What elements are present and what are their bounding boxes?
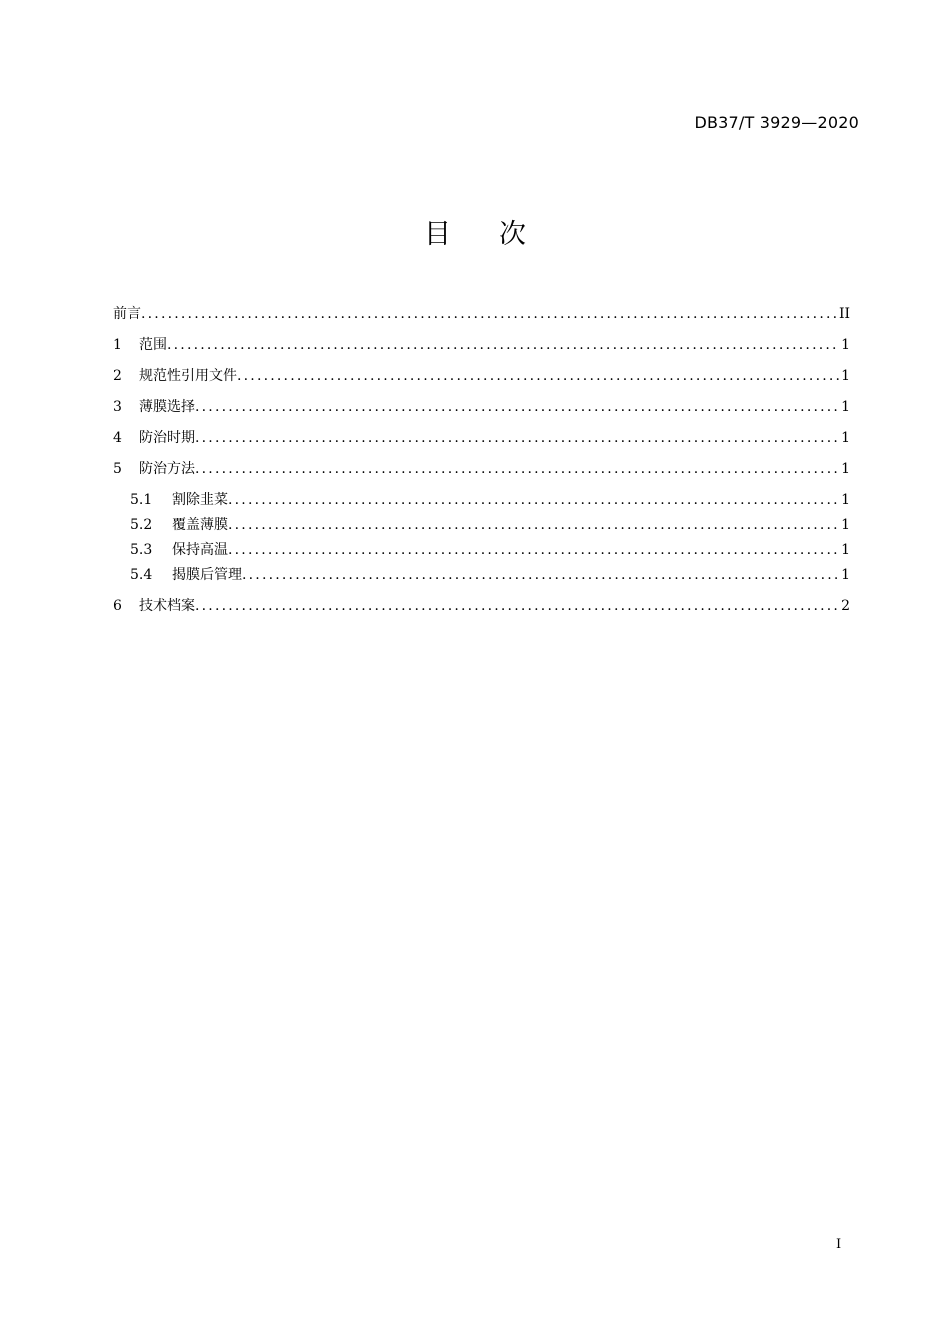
toc-leader-dots: [228, 492, 839, 508]
toc-entry-number: 5: [113, 461, 122, 477]
toc-entry-1[interactable]: [113, 334, 850, 354]
toc-entry-5-2[interactable]: [113, 514, 850, 534]
toc-entry-label: 防治方法: [139, 461, 195, 477]
toc-entry-label: 范围: [139, 337, 167, 353]
toc-entry-page: II: [838, 306, 850, 322]
toc-leader-dots: [195, 430, 839, 446]
toc-entry-page: 1: [841, 517, 850, 533]
toc-entry-2[interactable]: [113, 365, 850, 385]
toc-entry-foreword[interactable]: [113, 303, 850, 323]
toc-entry-4[interactable]: [113, 427, 850, 447]
toc-leader-dots: [237, 368, 839, 384]
toc-entry-number: 4: [113, 430, 122, 446]
toc-entry-page: 1: [841, 567, 850, 583]
toc-entry-page: 1: [841, 430, 850, 446]
toc-entry-page: 1: [841, 461, 850, 477]
toc-entry-page: 1: [841, 337, 850, 353]
toc-leader-dots: [228, 517, 839, 533]
toc-entry-number: 5.3: [130, 542, 153, 558]
toc-entry-label: 薄膜选择: [139, 399, 195, 415]
toc-entry-number: 3: [113, 399, 122, 415]
toc-entry-5-4[interactable]: [113, 564, 850, 584]
toc-leader-dots: [195, 461, 839, 477]
title-char-2: 次: [499, 219, 526, 250]
toc-entry-label: 规范性引用文件: [139, 368, 237, 384]
toc-entry-number: 1: [113, 337, 122, 353]
toc-entry-page: 1: [841, 399, 850, 415]
toc-entry-page: 1: [841, 492, 850, 508]
toc-leader-dots: [195, 399, 839, 415]
toc-entry-label: 保持高温: [172, 542, 228, 558]
toc-leader-dots: [141, 306, 837, 322]
toc-entry-number: 5.2: [130, 517, 153, 533]
toc-leader-dots: [228, 542, 839, 558]
toc-entry-label: 防治时期: [139, 430, 195, 446]
toc-entry-number: 6: [113, 598, 122, 614]
toc-entry-5-1[interactable]: [113, 489, 850, 509]
toc-entry-number: 2: [113, 368, 122, 384]
toc-entry-page: 1: [841, 368, 850, 384]
toc-entry-page: 1: [841, 542, 850, 558]
toc-leader-dots: [242, 567, 839, 583]
toc-leader-dots: [167, 337, 839, 353]
document-code: DB37/T 3929—2020: [694, 113, 859, 132]
toc-leader-dots: [195, 598, 839, 614]
toc-entry-number: 5.1: [130, 492, 153, 508]
page-number: I: [836, 1237, 842, 1252]
page-title: [0, 212, 950, 251]
toc-entry-label: 前言: [113, 306, 141, 322]
toc-entry-page: 2: [841, 598, 850, 614]
toc-entry-label: 技术档案: [139, 598, 195, 614]
toc-entry-label: 揭膜后管理: [172, 567, 242, 583]
toc-entry-3[interactable]: [113, 396, 850, 416]
toc-entry-label: 覆盖薄膜: [172, 517, 228, 533]
title-char-1: 目: [424, 219, 451, 250]
toc-entry-number: 5.4: [130, 567, 153, 583]
toc-entry-5-3[interactable]: [113, 539, 850, 559]
toc-entry-6[interactable]: [113, 595, 850, 615]
table-of-contents: [113, 303, 850, 626]
toc-entry-label: 割除韭菜: [172, 492, 228, 508]
toc-entry-5[interactable]: [113, 458, 850, 478]
